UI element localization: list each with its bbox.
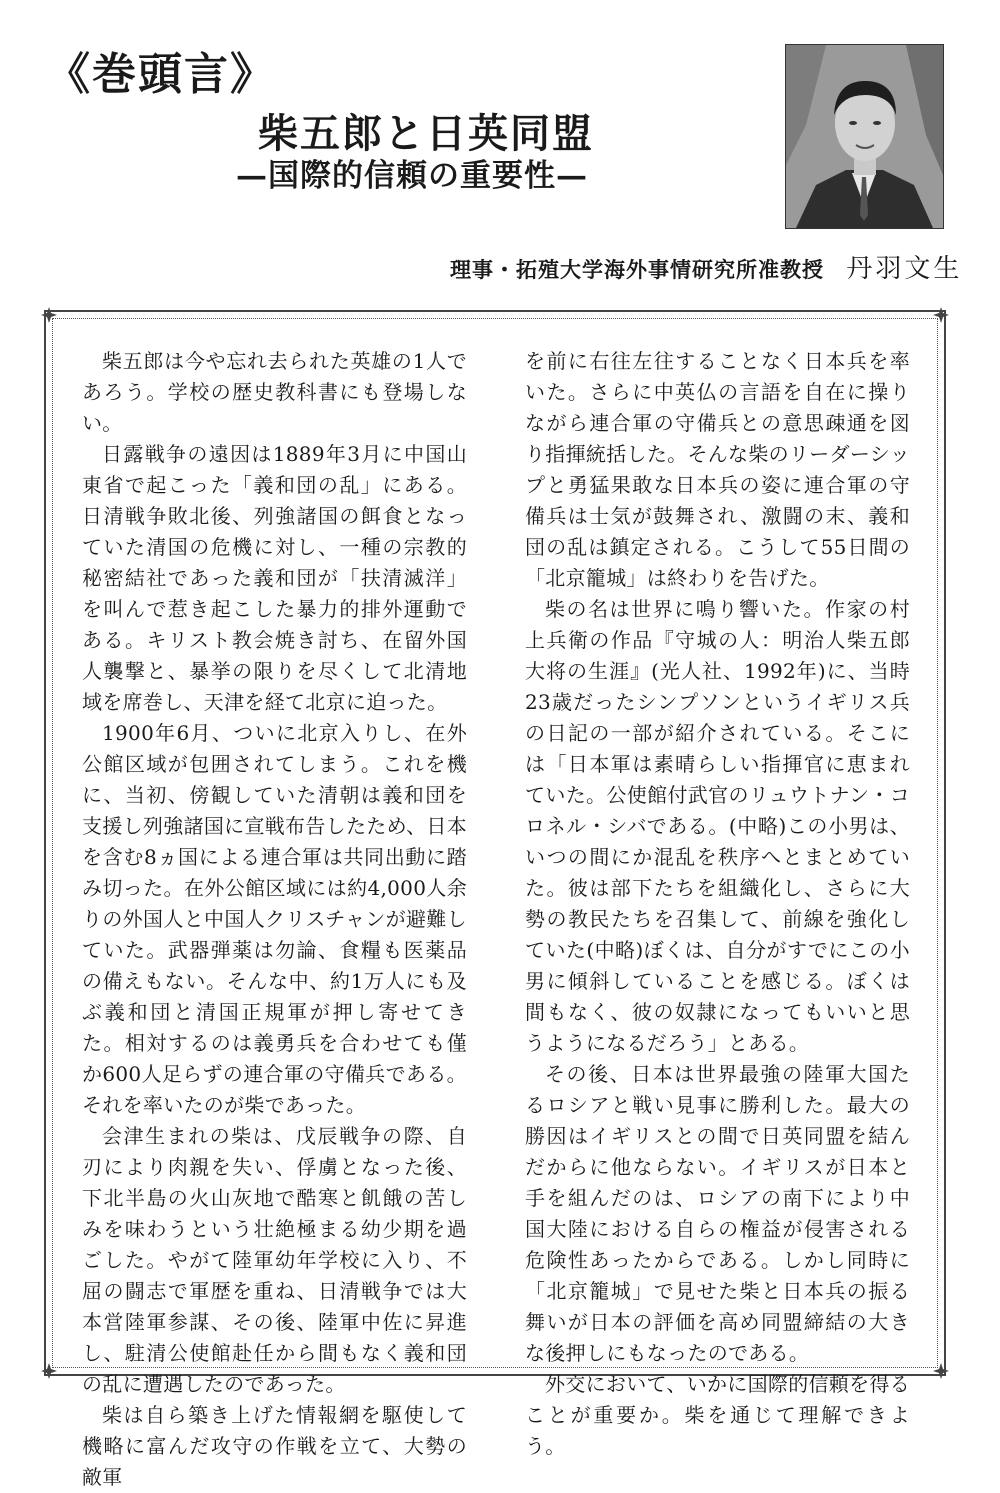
ornament-corner-icon — [932, 1362, 950, 1380]
paragraph: を前に右往左往することなく日本兵を率いた。さらに中英仏の言語を自在に操りながら連合軍の守備兵との意思疎通を図り指揮統括した。そんな柴のリーダーシップと勇猛果敢な日本兵の姿に連合軍の守備兵は士気が鼓舞され、激闘の末、義和団の乱は鎮定される。こうして55日間の「北京籠城」は終わりを告げた。 — [525, 349, 910, 590]
article-column-left — [82, 346, 467, 1493]
author-name: 丹羽文生 — [846, 254, 963, 284]
paragraph: 外交において、いかに国際的信頼を得ることが重要か。柴を通じて理解できよう。 — [525, 1372, 910, 1458]
paragraph: 柴五郎は今や忘れ去られた英雄の1人であろう。学校の歴史教科書にも登場しない。 — [82, 349, 467, 435]
article-column-right — [525, 346, 910, 1462]
byline — [450, 248, 962, 285]
paragraph: 柴は自ら築き上げた情報網を駆使して機略に富んだ攻守の作戦を立て、大勢の敵軍 — [82, 1403, 467, 1489]
article-title: 柴五郎と日英同盟 — [258, 110, 594, 157]
series-label: 《巻頭言》 — [46, 49, 276, 100]
paragraph: 日露戦争の遠因は1889年3月に中国山東省で起こった「義和団の乱」にある。日清戦争敗北後、列強諸国の餌食となっていた清国の危機に対し、一種の宗教的秘密結社であった義和団が「扶清滅洋」を叫んで惹き起こした暴力的排外運動である。キリスト教会焼き討ち、在留外国人襲撃と、暴挙の限りを尽くして北清地域を席巻し、天津を経て北京に迫った。 — [82, 442, 467, 714]
article-subtitle: —国際的信頼の重要性— — [236, 158, 588, 194]
author-portrait-photo — [785, 44, 944, 229]
paragraph: 1900年6月、ついに北京入りし、在外公館区域が包囲されてしまう。これを機に、当初、傍観していた清朝は義和団を支援し列強諸国に宣戦布告したため、日本を含む8ヵ国による連合軍は共同出動に踏み切った。在外公館区域には約4,000人余りの外国人と中国人クリスチャンが避難していた。武器弾薬は勿論、食糧も医薬品の備えもない。そんな中、約1万人にも及ぶ義和団と清国正規軍が押し寄せてきた。相対するのは義勇兵を合わせても僅か600人足らずの連合軍の守備兵である。それを率いたのが柴であった。 — [82, 721, 467, 1117]
paragraph: 会津生まれの柴は、戊辰戦争の際、自刃により肉親を失い、俘虜となった後、下北半島の火山灰地で酷寒と飢餓の苦しみを味わうという壮絶極まる幼少期を過ごした。やがて陸軍幼年学校に入り、不屈の闘志で軍歴を重ね、日清戦争では大本営陸軍参謀、その後、陸軍中佐に昇進し、駐清公使館赴任から間もなく義和団の乱に遭遇したのであった。 — [82, 1124, 467, 1396]
paragraph: 柴の名は世界に鳴り響いた。作家の村上兵衛の作品『守城の人：明治人柴五郎大将の生涯』(光人社、1992年)に、当時23歳だったシンプソンというイギリス兵の日記の一部が紹介されている。そこには「日本軍は素晴らしい指揮官に恵まれていた。公使館付武官のリュウトナン・コロネル・シバである。(中略)この小男は、いつの間にか混乱を秩序へとまとめていた。彼は部下たちを組織化し、さらに大勢の教民たちを召集して、前線を強化していた(中略)ぼくは、自分がすでにこの小男に傾斜していることを感じる。ぼくは間もなく、彼の奴隷になってもいいと思うようになるだろう」とある。 — [525, 597, 910, 1055]
ornament-corner-icon — [932, 306, 950, 324]
paragraph: その後、日本は世界最強の陸軍大国たるロシアと戦い見事に勝利した。最大の勝因はイギリスとの間で日英同盟を結んだからに他ならない。イギリスが日本と手を組んだのは、ロシアの南下により中国大陸における自らの権益が侵害される危険性あったからである。しかし同時に「北京籠城」で見せた柴と日本兵の振る舞いが日本の評価を高め同盟締結の大きな後押しにもなったのである。 — [525, 1062, 910, 1365]
ornament-corner-icon — [40, 306, 58, 324]
ornament-corner-icon — [40, 1362, 58, 1380]
author-role: 理事・拓殖大学海外事情研究所准教授 — [450, 258, 824, 282]
